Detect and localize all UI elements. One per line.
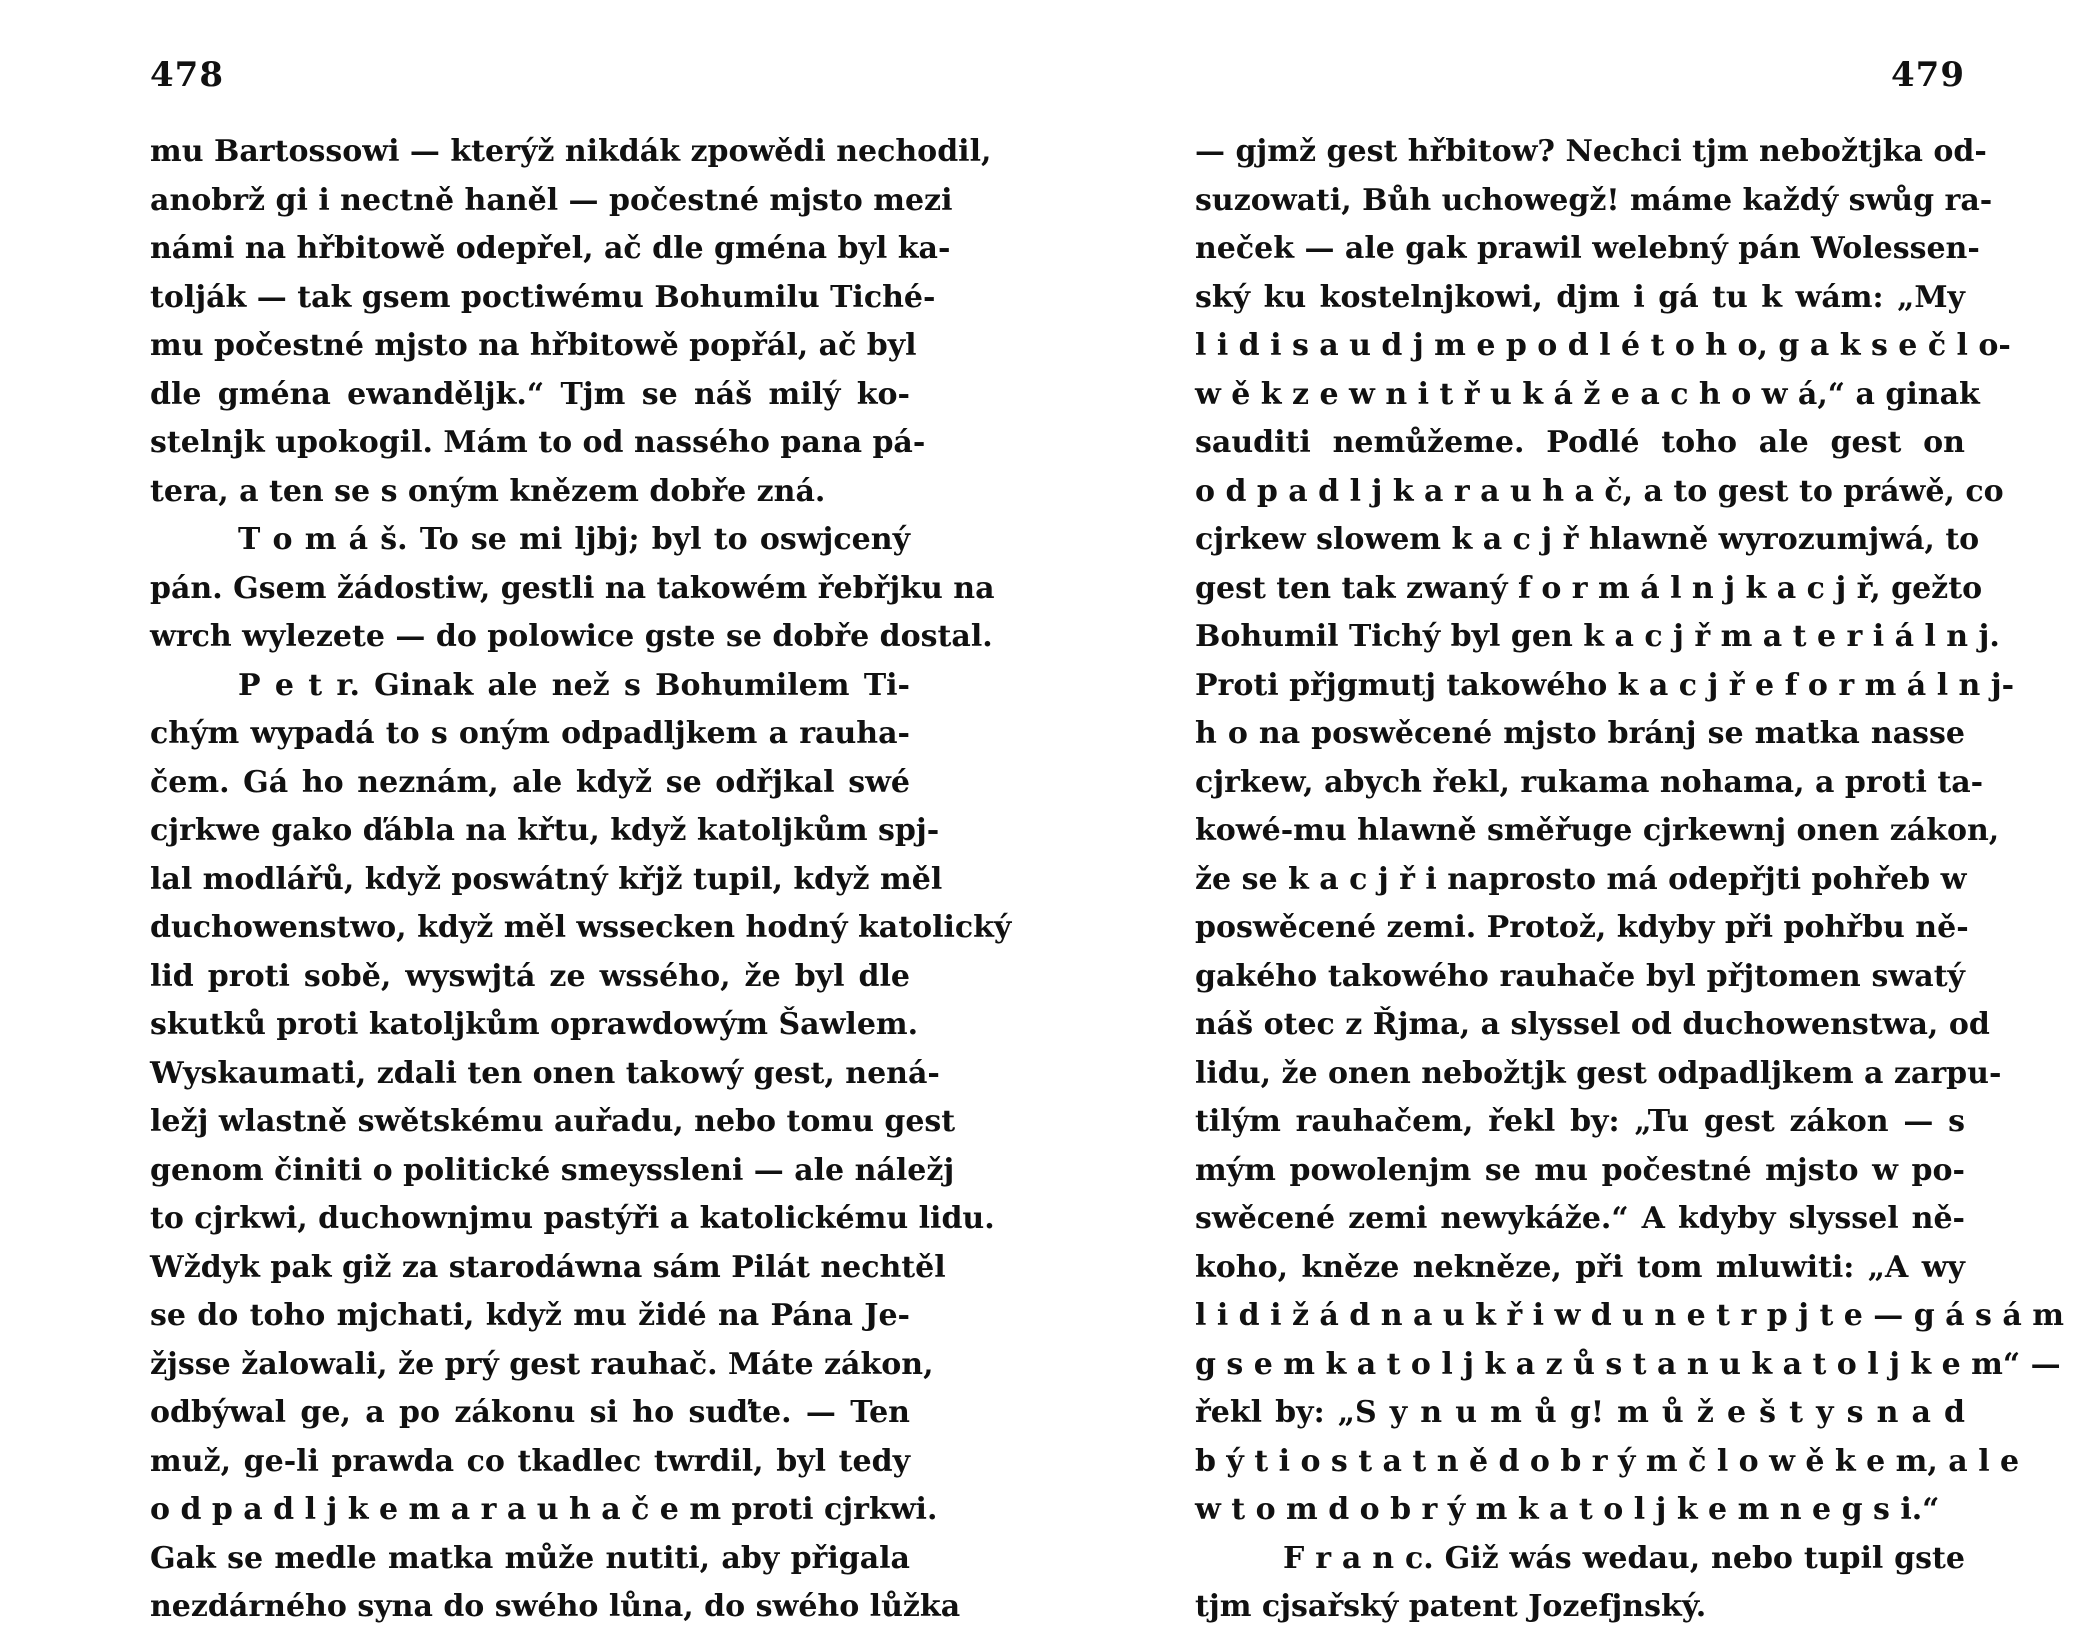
page-number: 479 — [1891, 55, 1965, 95]
text-line: cjrkew, abych řekl, rukama nohama, a proti ta- — [1195, 764, 1984, 800]
right-page — [1195, 0, 2064, 1624]
text-line: tilým rauhačem, řekl by: „Tu gest zákon — s — [1195, 1104, 1965, 1139]
text-line: stelnjk upokogil. Mám to od nassého pana pá- — [150, 425, 926, 460]
text-line: Wždyk pak giž za starodáwna sám Pilát nechtěl — [150, 1249, 946, 1285]
text-line: o d p a d l j k e m a r a u h a č e m proti cjrkwi. — [150, 1492, 938, 1527]
text-line: lid proti sobě, wyswjtá ze wssého, že byl dle — [150, 958, 910, 994]
right-page-text — [1195, 128, 2064, 1632]
text-line: l i d i s a u d j m e p o d l é t o h o, g a k s e č l o- — [1195, 328, 2011, 363]
text-line: lidu, že onen nebožtjk gest odpadljkem a zarpu- — [1195, 1055, 2002, 1091]
text-line: genom činiti o politické smeyssleni — ale náležj — [150, 1152, 955, 1188]
left-page-text — [150, 128, 1012, 1632]
text-line: duchowenstwo, když měl wssecken hodný katolický — [150, 910, 1012, 945]
text-line: čem. Gá ho neznám, ale když se odřjkal swé — [150, 764, 910, 800]
text-line: Wyskaumati, zdali ten onen takowý gest, nená- — [150, 1055, 940, 1091]
text-line: mým powolenjm se mu počestné mjsto w po- — [1195, 1152, 1965, 1188]
text-line: žjsse žalowali, že prý gest rauhač. Máte zákon, — [150, 1346, 934, 1382]
text-line: anobrž gi i nectně haněl — počestné mjsto mezi — [150, 182, 953, 218]
text-line: wrch wylezete — do polowice gste se dobře dostal. — [150, 619, 993, 654]
text-line: neček — ale gak prawil welebný pán Wolessen- — [1195, 231, 1980, 266]
text-line: cjrkew slowem k a c j ř hlawně wyrozumjwá, to — [1195, 522, 1980, 557]
text-line: námi na hřbitowě odepřel, ač dle gména byl ka- — [150, 231, 951, 266]
text-line: lal modlářů, když poswátný křjž tupil, když měl — [150, 861, 943, 897]
text-line: kowé-mu hlawně směřuge cjrkewnj onen zákon, — [1195, 813, 2000, 848]
text-line: P e t r. Ginak ale než s Bohumilem Ti- — [238, 667, 910, 703]
text-line: nezdárného syna do swého lůna, do swého lůžka — [150, 1589, 961, 1624]
text-line: swěcené zemi newykáže.“ A kdyby slyssel ně- — [1195, 1201, 1965, 1236]
text-line: suzowati, Bůh uchowegž! máme každý swůg ra- — [1195, 182, 1993, 218]
text-line: řekl by: „S y n u m ů g! m ů ž e š t y s n a d — [1195, 1395, 1965, 1430]
text-line: tera, a ten se s oným knězem dobře zná. — [150, 473, 826, 509]
text-line: h o na poswěcené mjsto bránj se matka nasse — [1195, 716, 1965, 751]
text-line: ležj wlastně swětskému auřadu, nebo tomu gest — [150, 1104, 956, 1139]
text-line: mu počestné mjsto na hřbitowě popřál, ač byl — [150, 328, 917, 363]
text-line: poswěcené zemi. Protož, kdyby při pohřbu ně- — [1195, 910, 1969, 945]
text-line: chým wypadá to s oným odpadljkem a rauha- — [150, 716, 910, 751]
page-number: 478 — [150, 55, 224, 95]
text-line: cjrkwe gako ďábla na křtu, když katoljkům spj- — [150, 813, 940, 848]
text-line: tolják — tak gsem poctiwému Bohumilu Tiché- — [150, 279, 936, 315]
text-line: Gak se medle matka může nutiti, aby přigala — [150, 1540, 910, 1576]
text-line: ský ku kostelnjkowi, djm i gá tu k wám: „My — [1195, 279, 1965, 315]
text-line: že se k a c j ř i naprosto má odepřjti pohřeb w — [1195, 861, 1967, 897]
text-line: — gjmž gest hřbitow? Nechci tjm nebožtjka od- — [1195, 134, 1987, 169]
text-line: muž, ge-li prawda co tkadlec twrdil, byl tedy — [150, 1443, 910, 1479]
text-line: skutků proti katoljkům oprawdowým Šawlem. — [150, 1007, 919, 1042]
text-line: T o m á š. To se mi ljbj; byl to oswjcený — [238, 522, 910, 557]
text-line: F r a n c. Giž wás wedau, nebo tupil gste — [1283, 1540, 1965, 1576]
text-line: g s e m k a t o l j k a z ů s t a n u k a t o l j k e m“ — — [1195, 1346, 2061, 1382]
left-page — [150, 0, 1012, 1624]
text-line: Proti přjgmutj takowého k a c j ř e f o r m á l n j- — [1195, 667, 2015, 703]
text-line: dle gména ewanděljk.“ Tjm se náš milý ko- — [150, 376, 910, 412]
text-line: gest ten tak zwaný f o r m á l n j k a c j ř, gežto — [1195, 570, 1983, 606]
text-line: tjm cjsařský patent Jozefjnský. — [1195, 1589, 1707, 1624]
text-line: w t o m d o b r ý m k a t o l j k e m n e g s i.“ — [1195, 1492, 1940, 1527]
text-line: se do toho mjchati, když mu židé na Pána Je- — [150, 1298, 910, 1333]
text-line: w ě k z e w n i t ř u k á ž e a c h o w á,“ a ginak — [1195, 376, 1980, 412]
text-line: l i d i ž á d n a u k ř i w d u n e t r p j t e — g á s á m — [1195, 1298, 2064, 1333]
text-line: mu Bartossowi — kterýž nikdák zpowědi nechodil, — [150, 134, 992, 169]
text-line: to cjrkwi, duchownjmu pastýři a katolickému lidu. — [150, 1201, 995, 1236]
text-line: b ý t i o s t a t n ě d o b r ý m č l o w ě k e m, a l e — [1195, 1443, 2020, 1479]
text-line: Bohumil Tichý byl gen k a c j ř m a t e r i á l n j. — [1195, 619, 2000, 654]
text-line: sauditi nemůžeme. Podlé toho ale gest on — [1195, 425, 1965, 460]
text-line: pán. Gsem žádostiw, gestli na takowém řebřjku na — [150, 570, 995, 606]
text-line: náš otec z Řjma, a slyssel od duchowenstwa, od — [1195, 1007, 1990, 1042]
text-line: gakého takowého rauhače byl přjtomen swatý — [1195, 958, 1965, 994]
text-line: odbýwal ge, a po zákonu si ho suďte. — Ten — [150, 1395, 910, 1430]
text-line: o d p a d l j k a r a u h a č, a to gest to práwě, co — [1195, 473, 2004, 509]
text-line: koho, kněze nekněze, při tom mluwiti: „A wy — [1195, 1249, 1965, 1285]
